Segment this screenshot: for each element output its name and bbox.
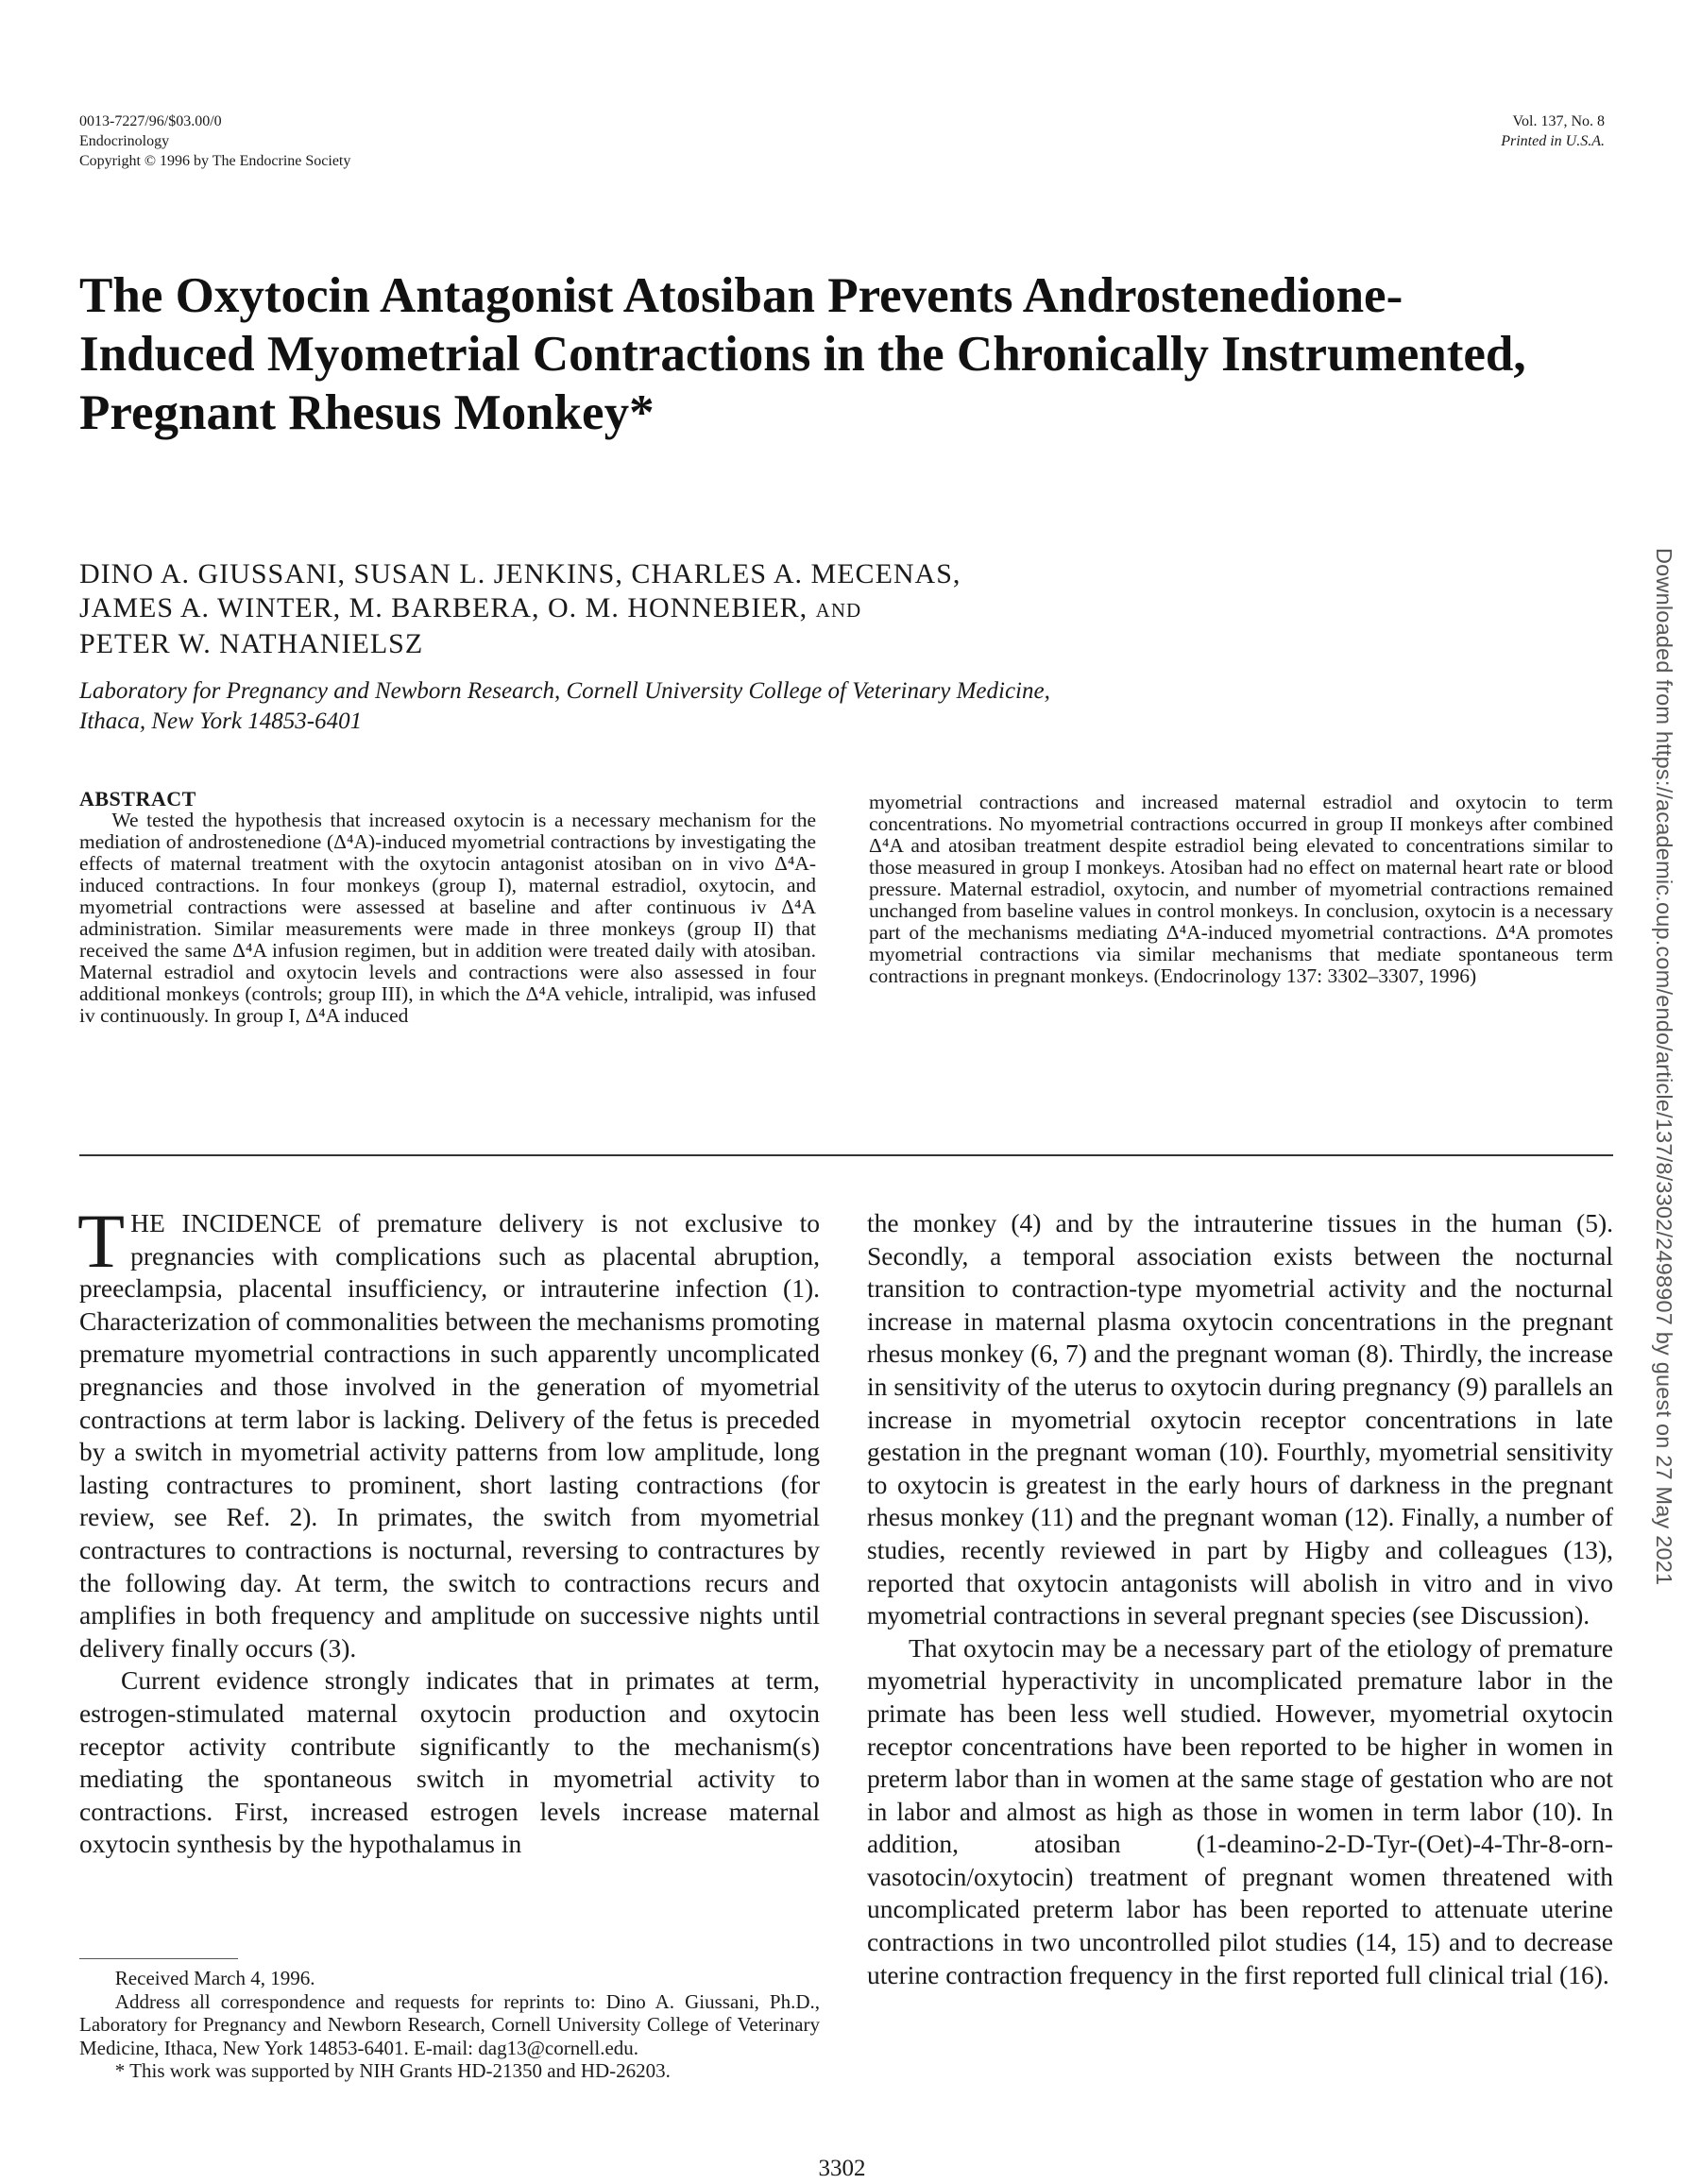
abstract-text-left: We tested the hypothesis that increased oxytocin is a necessary mechanism for the mediation of androstenedione (Δ⁴A)-induced myometrial contractions by investigating the effects of maternal treatment with the oxytocin antagonist atosiban on in vivo Δ⁴A-induced contractions. In four monkeys (group I), maternal estradiol, oxytocin, and myometrial contractions were assessed at baseline and after continuous iv Δ⁴A administration. Similar measurements were made in three monkeys (group II) that received the same Δ⁴A infusion regimen, but in addition were treated daily with atosiban. Maternal estradiol and oxytocin levels and contractions were also assessed in four additional monkeys (controls; group III), in which the Δ⁴A vehicle, intralipid, was infused iv continuously. In group I, Δ⁴A induced: [79, 809, 816, 1027]
affiliation: [79, 676, 1449, 737]
footnote-divider: [79, 1958, 238, 1959]
intro-paragraph-3: the monkey (4) and by the intrauterine tissues in the human (5). Secondly, a temporal association exists between the nocturnal transition to contraction-type myometrial activity and the nocturnal increase in maternal plasma oxytocin concentrations in the pregnant rhesus monkey (6, 7) and the pregnant woman (8). Thirdly, the increase in sensitivity of the uterus to oxytocin during pregnancy (9) parallels an increase in myometrial oxytocin receptor concentrations in late gestation in the pregnant woman (10). Fourthly, myometrial sensitivity to oxytocin is greatest in the early hours of darkness in the pregnant rhesus monkey (11) and the pregnant woman (12). Finally, a number of studies, recently reviewed in part by Higby and colleagues (13), reported that oxytocin antagonists will abolish in vitro and in vivo myometrial contractions in several pregnant species (see Discussion).: [867, 1208, 1613, 1630]
author-line-2-names: JAMES A. WINTER, M. BARBERA, O. M. HONNEBIER,: [79, 592, 808, 623]
author-list: [79, 557, 1402, 661]
affiliation-line-1: Laboratory for Pregnancy and Newborn Research, Cornell University College of Veterinary Medicine,: [79, 678, 1050, 704]
journal-header-right: [1227, 111, 1605, 151]
intro-paragraph-2: Current evidence strongly indicates that in primates at term, estrogen-stimulated maternal oxytocin production and oxytocin receptor activity contribute significantly to the mechanism(s) mediating the spontaneous switch in myometrial activity to contractions. First, increased estrogen levels increase maternal oxytocin synthesis by the hypothalamus in: [79, 1665, 820, 1859]
author-line-3: PETER W. NATHANIELSZ: [79, 628, 424, 659]
journal-header-left: [79, 111, 646, 171]
intro-paragraph-4: That oxytocin may be a necessary part of the etiology of premature myometrial hyperactivity in uncomplicated premature labor in the primate has been less well studied. However, myometrial oxytocin receptor concentrations have been reported to be higher in women in preterm labor than in women at the same stage of gestation who are not in labor and almost as high as those in women in term labor (10). In addition, atosiban (1-deamino-2-D-Tyr-(Oet)-4-Thr-8-orn-vasotocin/oxytocin) treatment of pregnant women threatened with uncomplicated preterm labor has been reported to attenuate uterine contractions in two uncontrolled pilot studies (14, 15) and to decrease uterine contraction frequency in the first reported full clinical trial (16).: [867, 1632, 1613, 1989]
intro-paragraph-1: [77, 1198, 820, 1664]
footnote-address: Address all correspondence and requests for reprints to: Dino A. Giussani, Ph.D., Laboratory for Pregnancy and Newborn Research, Cornell University College of Veterinary Medicine, Ithaca, New York 14853-6401. E-mail: dag13@cornell.edu.: [79, 1989, 820, 2059]
abstract-right-column: [869, 792, 1613, 987]
drop-cap: T: [77, 1198, 126, 1284]
intro-paragraph-1-text: HE INCIDENCE of premature delivery is not exclusive to pregnancies with complications such as placental abruption, preeclampsia, placental insufficiency, or intrauterine infection (1). Characterization of commonalities between the mechanisms promoting premature myometrial contractions in such apparently uncomplicated pregnancies and those involved in the generation of myometrial contractions at term labor is lacking. Delivery of the fetus is preceded by a switch in myometrial activity patterns from low amplitude, long lasting contractures to prominent, short lasting contractions (for review, see Ref. 2). In primates, the switch from myometrial contractures to contractions is nocturnal, reversing to contractures by the following day. At term, the switch to contractions recurs and amplifies in both frequency and amplitude on successive nights until delivery finally occurs (3).: [79, 1208, 820, 1663]
printed-line: Printed in U.S.A.: [1501, 133, 1605, 149]
footnotes: [79, 1967, 820, 2083]
author-and: AND: [815, 599, 862, 622]
section-divider: [79, 1154, 1613, 1156]
volume-line: Vol. 137, No. 8: [1512, 113, 1605, 129]
download-watermark: [1651, 548, 1679, 1644]
author-line-2: [79, 591, 1402, 627]
footnote-received: Received March 4, 1996.: [114, 1967, 315, 1989]
issn-line: 0013-7227/96/$03.00/0: [79, 113, 222, 129]
page-number: 3302: [818, 2156, 866, 2181]
download-watermark-text: Downloaded from https://academic.oup.com/endo/article/137/8/3302/2498907 by guest on 27 May 2021: [1652, 548, 1676, 1586]
article-title: The Oxytocin Antagonist Atosiban Prevents Androstenedione-Induced Myometrial Contractions in the Chronically Instrumented, Pregnant Rhesus Monkey*: [79, 268, 1526, 440]
copyright-line: Copyright © 1996 by The Endocrine Society: [79, 153, 351, 169]
affiliation-line-2: Ithaca, New York 14853-6401: [79, 708, 363, 734]
footnote-grant: * This work was supported by NIH Grants HD-21350 and HD-26203.: [114, 2059, 671, 2082]
abstract-heading: ABSTRACT: [79, 787, 196, 810]
author-line-1: DINO A. GIUSSANI, SUSAN L. JENKINS, CHARLES A. MECENAS,: [79, 558, 961, 589]
body-right-column: [867, 1207, 1613, 1991]
body-left-column: [77, 1198, 820, 1861]
abstract-left-column: [79, 788, 816, 1027]
abstract-text-right: myometrial contractions and increased maternal estradiol and oxytocin to term concentrations. No myometrial contractions occurred in group II monkeys after combined Δ⁴A and atosiban treatment despite estradiol being elevated to concentrations similar to those measured in group I monkeys. Atosiban had no effect on maternal heart rate or blood pressure. Maternal estradiol, oxytocin, and number of myometrial contractions remained unchanged from baseline values in control monkeys. In conclusion, oxytocin is a necessary part of the mechanisms mediating Δ⁴A-induced myometrial contractions. Δ⁴A promotes myometrial contractions via similar mechanisms that mediate spontaneous term contractions in pregnant monkeys. (Endocrinology 137: 3302–3307, 1996): [869, 791, 1613, 987]
journal-name: Endocrinology: [79, 133, 170, 149]
